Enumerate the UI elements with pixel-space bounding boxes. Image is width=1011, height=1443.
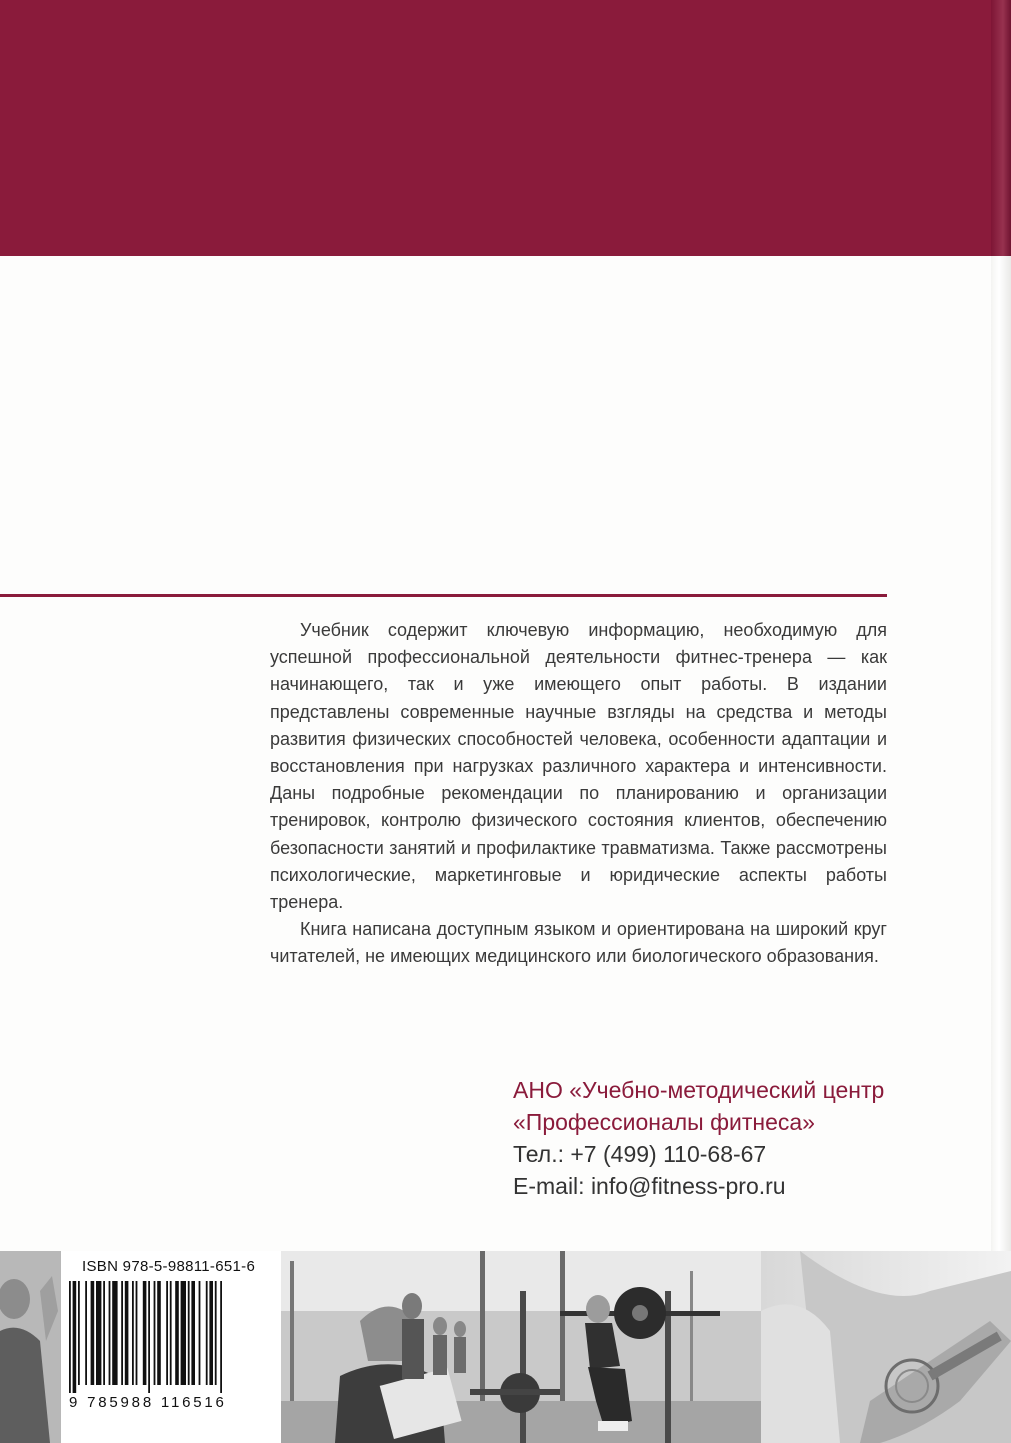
barcode-bar — [170, 1281, 172, 1385]
barcode-bar — [220, 1281, 222, 1393]
isbn-number: ISBN 978-5-98811-651-6 — [82, 1258, 256, 1275]
barcode-bar — [85, 1281, 87, 1385]
publisher-name-line1: АНО «Учебно-методический центр — [513, 1077, 885, 1103]
publisher-phone: Тел.: +7 (499) 110-68-67 — [513, 1141, 767, 1167]
barcode-bar — [78, 1281, 80, 1385]
barcode-bar — [136, 1281, 138, 1385]
spine-edge-top — [991, 0, 1011, 256]
description-paragraph-2: Книга написана доступным языком и ориентирована на широкий круг читателей, не имеющих медицинского или биологического образования. — [270, 919, 887, 967]
barcode-bar — [206, 1281, 208, 1385]
barcode-bar — [157, 1281, 161, 1385]
barcode-bar — [96, 1281, 101, 1385]
barcode-bar — [91, 1281, 95, 1385]
barcode-bar — [148, 1281, 150, 1393]
barcode-bar — [109, 1281, 111, 1385]
barcode-bar — [175, 1281, 179, 1385]
barcode-bar — [154, 1281, 156, 1385]
description-paragraph-1: Учебник содержит ключевую информацию, необходимую для успешной профессиональной деятельности фитнес-тренера — как начинающего, так и уже имеющего опыт работы. В издании представлены современные научные взгляды на средства и методы развития физических способностей человека, особенности адаптации и восстановления при нагрузках различного характера и интенсивности. Даны подробные рекомендации по планированию и организации тренировок, контролю физического состояния клиентов, обеспечению безопасности занятий и профилактике травматизма. Также рассмотрены психологические, маркетинговые и юридические аспекты работы тренера. — [270, 620, 887, 913]
barcode-bar — [191, 1281, 195, 1385]
barcode-bars — [69, 1281, 273, 1393]
publisher-block — [513, 1074, 893, 1202]
book-description — [270, 617, 887, 971]
barcode-bar — [125, 1281, 129, 1385]
barcode-digits: 9 785988 116516 — [69, 1394, 227, 1411]
barcode-bar — [209, 1281, 213, 1385]
isbn-barcode — [61, 1251, 281, 1443]
section-divider — [0, 594, 887, 597]
barcode-bar — [69, 1281, 71, 1393]
barcode-bar — [103, 1281, 105, 1385]
barcode-bar — [132, 1281, 134, 1385]
barcode-bar — [188, 1281, 190, 1385]
publisher-name-line2: «Профессионалы фитнеса» — [513, 1109, 815, 1135]
barcode-bar — [215, 1281, 217, 1385]
publisher-email: E-mail: info@fitness-pro.ru — [513, 1173, 786, 1199]
barcode-bar — [112, 1281, 117, 1385]
barcode-bar — [121, 1281, 123, 1385]
barcode-bar — [181, 1281, 186, 1385]
barcode-bar — [166, 1281, 168, 1385]
top-color-band — [0, 0, 1011, 256]
barcode-bar — [143, 1281, 147, 1385]
barcode-bar — [199, 1281, 201, 1385]
barcode-bar — [73, 1281, 77, 1393]
